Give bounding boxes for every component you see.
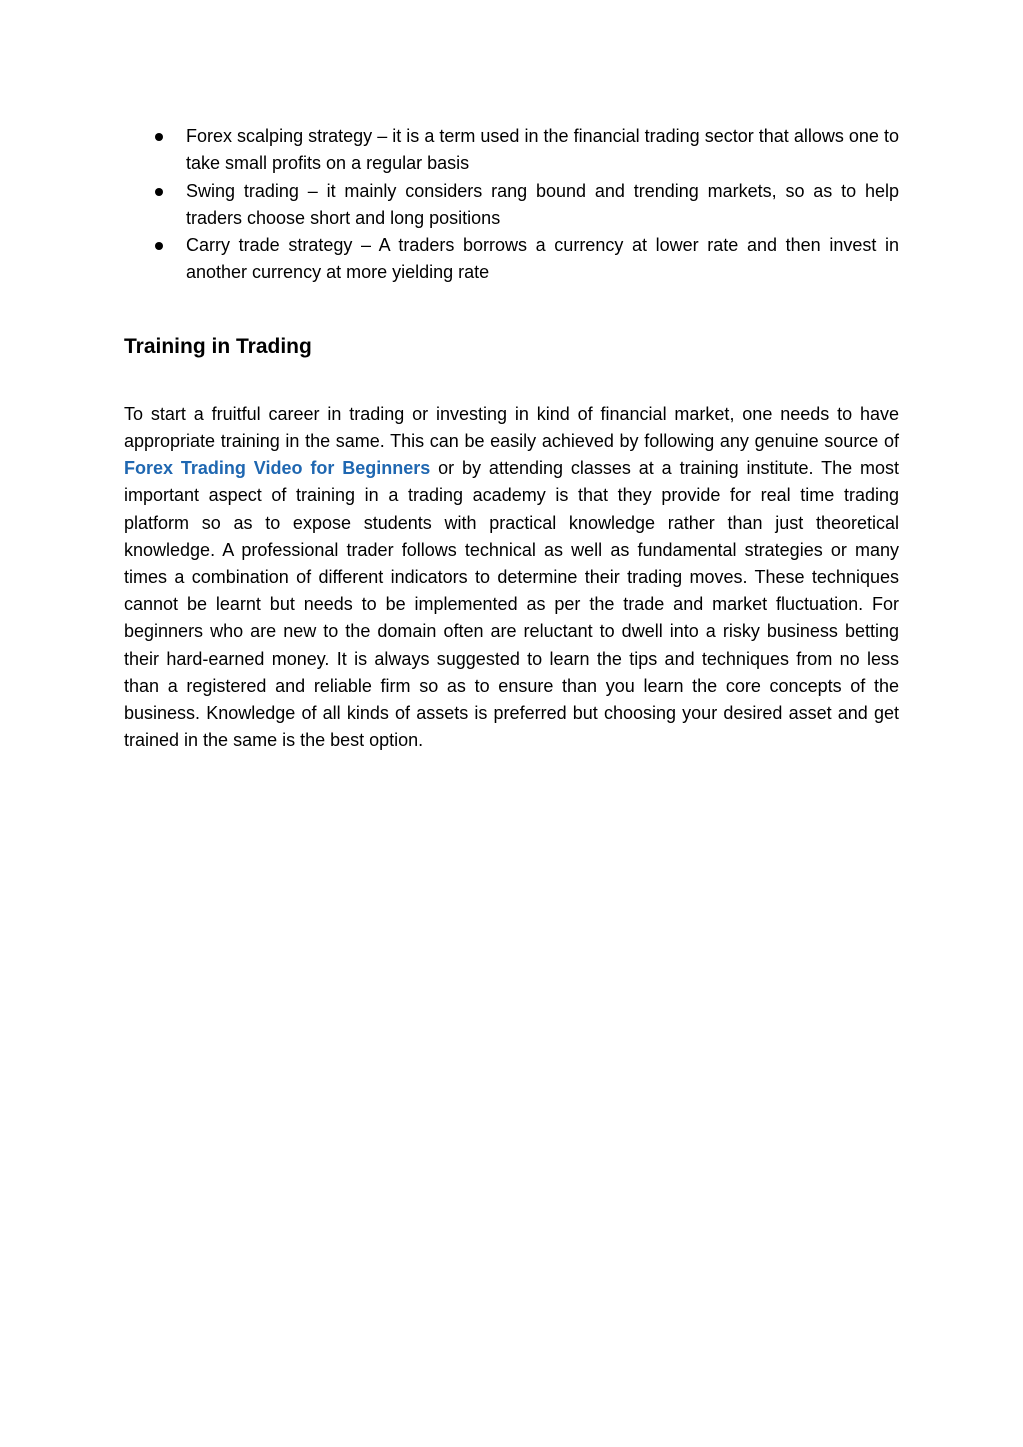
forex-video-link[interactable]: Forex Trading Video for Beginners (124, 458, 431, 479)
bullet-item-forex-scalping (124, 123, 899, 178)
bullet-dot-icon (155, 242, 163, 250)
bullet-dot-icon (155, 133, 163, 141)
bullet-dot-icon (155, 188, 163, 196)
paragraph-text-after-link: or by attending classes at a training institute. The most important aspect of training in a trading academy is that they provide for real time trading platform so as to expose students with practical knowledge rather than just theoretical knowledge. A professional trader follows technical as well as fundamental strategies or many times a combination of different indicators to determine their trading moves. These techniques cannot be learnt but needs to be implemented as per the trade and market fluctuation. For beginners who are new to the domain often are reluctant to dwell into a risky business betting their hard-earned money. It is always suggested to learn the tips and techniques from no less than a registered and reliable firm so as to ensure than you learn the core concepts of the business. Knowledge of all kinds of assets is preferred but choosing your desired asset and get trained in the same is the best option. (124, 458, 899, 751)
bullet-item-carry-trade (124, 232, 899, 287)
page-content (124, 123, 899, 754)
bullet-item-swing-trading (124, 178, 899, 233)
paragraph-text-before-link: To start a fruitful career in trading or investing in kind of financial market, one needs to have appropriate training in the same. This can be easily achieved by following any genuine source of (124, 403, 899, 451)
training-paragraph (124, 401, 899, 755)
bullet-text: Swing trading – it mainly considers rang bound and trending markets, so as to help traders choose short and long positions (186, 180, 899, 228)
bullet-text: Carry trade strategy – A traders borrows a currency at lower rate and then invest in another currency at more yielding rate (186, 235, 899, 283)
strategy-bullet-list (124, 123, 899, 287)
section-heading: Training in Trading (124, 334, 312, 358)
bullet-text: Forex scalping strategy – it is a term used in the financial trading sector that allows one to take small profits on a regular basis (186, 126, 899, 174)
